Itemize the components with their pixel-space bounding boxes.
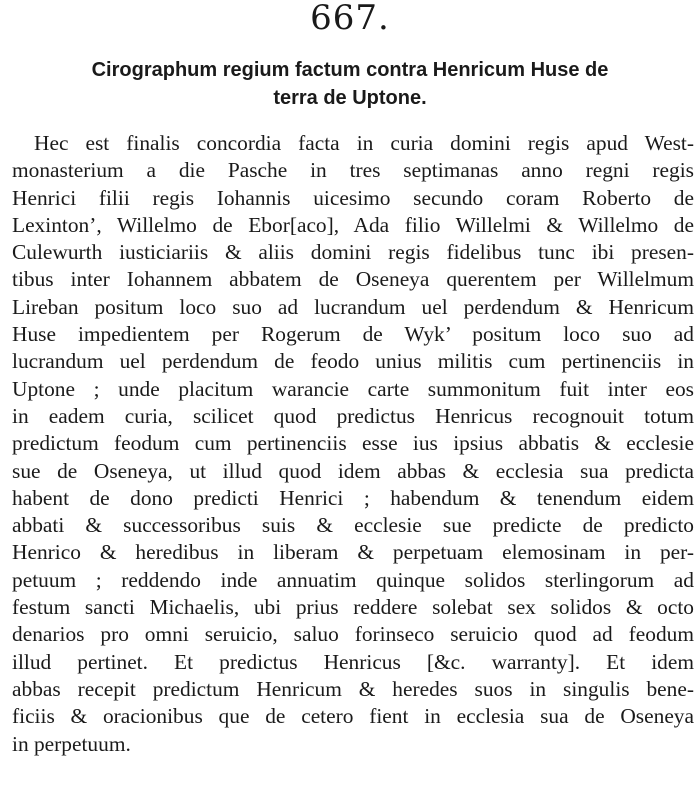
body-line: lucrandum uel perdendum de feodo unius militis cum pertinenciis in <box>12 349 694 374</box>
body-line: petuum ; reddendo inde annuatim quinque solidos sterlingorum ad <box>12 567 694 592</box>
document-title <box>0 56 700 112</box>
body-line: Culewurth iusticiariis & aliis domini regis fidelibus tunc ibi presen- <box>12 240 694 265</box>
body-line: in perpetuum. <box>12 731 131 756</box>
body-line: denarios pro omni seruicio, saluo forinseco seruicio quod ad feodum <box>12 622 694 647</box>
title-line: Cirographum regium factum contra Henricum Huse de <box>91 59 609 81</box>
title-line: terra de Uptone. <box>273 87 427 109</box>
body-line: Henrico & heredibus in liberam & perpetuam elemosinam in per- <box>12 540 694 565</box>
document-number: 667. <box>310 0 390 38</box>
body-line: habent de dono predicti Henrici ; habendum & tenendum eidem <box>12 485 694 510</box>
body-line: tibus inter Iohannem abbatem de Oseneya querentem per Willelmum <box>12 267 694 292</box>
body-line: abbati & successoribus suis & ecclesie sue predicte de predicto <box>12 513 694 538</box>
body-line: Lexinton’, Willelmo de Ebor[aco], Ada filio Willelmi & Willelmo de <box>12 212 694 237</box>
body-line: illud pertinet. Et predictus Henricus [&c. warranty]. Et idem <box>12 649 694 674</box>
body-line: in eadem curia, scilicet quod predictus Henricus recognouit totum <box>12 403 694 428</box>
body-line: Lireban positum loco suo ad lucrandum uel perdendum & Henricum <box>12 294 694 319</box>
body-line: sue de Oseneya, ut illud quod idem abbas & ecclesia sua predicta <box>12 458 694 483</box>
body-line: Uptone ; unde placitum warancie carte summonitum fuit inter eos <box>12 376 694 401</box>
body-line: abbas recepit predictum Henricum & heredes suos in singulis bene- <box>12 676 694 701</box>
body-line: ficiis & oracionibus que de cetero fient in ecclesia sua de Oseneya <box>12 704 694 729</box>
body-line: Henrici filii regis Iohannis uicesimo secundo coram Roberto de <box>12 185 694 210</box>
document-body <box>12 130 694 758</box>
body-line: festum sancti Michaelis, ubi prius reddere solebat sex solidos & octo <box>12 595 694 620</box>
body-line: Huse impedientem per Rogerum de Wyk’ positum loco suo ad <box>12 322 694 347</box>
body-line: Hec est finalis concordia facta in curia domini regis apud West- <box>34 131 694 155</box>
body-line: monasterium a die Pasche in tres septimanas anno regni regis <box>12 158 694 183</box>
body-line: predictum feodum cum pertinenciis esse ius ipsius abbatis & ecclesie <box>12 431 694 456</box>
